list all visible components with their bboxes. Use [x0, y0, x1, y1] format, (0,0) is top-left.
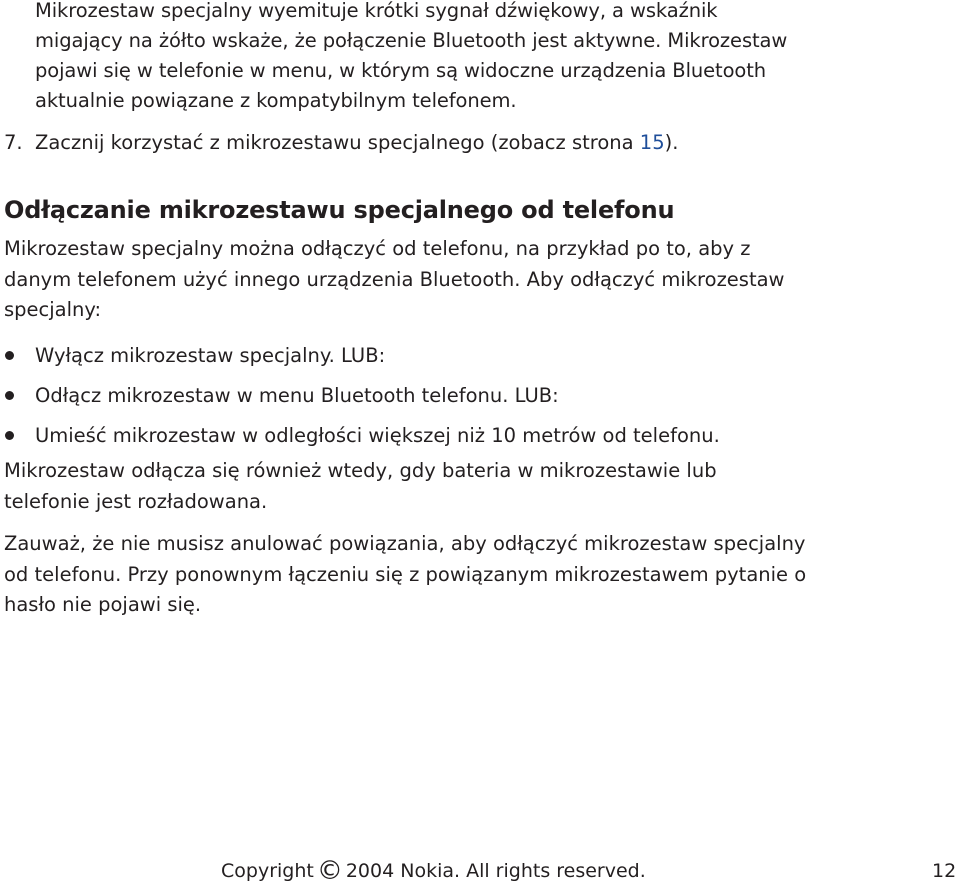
paragraph-line: od telefonu. Przy ponownym łączeniu się z powiązanym mikrozestawem pytanie o	[4, 562, 807, 586]
copyright-icon: ©	[316, 856, 343, 886]
bullet-list	[4, 336, 934, 456]
intro-line: migający na żółto wskaże, że połączenie Bluetooth jest aktywne. Mikrozestaw	[35, 29, 788, 52]
intro-line: pojawi się w telefonie w menu, w którym są widoczne urządzenia Bluetooth	[35, 59, 767, 82]
paragraph-line: Mikrozestaw odłącza się również wtedy, gdy bateria w mikrozestawie lub	[4, 459, 717, 482]
section-paragraph-2	[4, 456, 934, 517]
paragraph-line: danym telefonem użyć innego urządzenia Bluetooth. Aby odłączyć mikrozestaw	[4, 267, 785, 291]
paragraph-line: hasło nie pojawi się.	[4, 593, 202, 616]
list-item-text: Wyłącz mikrozestaw specjalny. LUB:	[35, 344, 386, 367]
list-item	[4, 416, 934, 456]
paragraph-line: Mikrozestaw specjalny można odłączyć od telefonu, na przykład po to, aby z	[4, 237, 751, 260]
step-7	[4, 128, 924, 158]
paragraph-line: telefonie jest rozładowana.	[4, 489, 268, 513]
copyright-text: 2004 Nokia. All rights reserved.	[345, 860, 646, 882]
intro-paragraph	[35, 0, 935, 116]
paragraph-line: specjalny:	[4, 298, 102, 321]
list-item	[4, 376, 934, 416]
page-number: 12	[932, 860, 957, 882]
step-number: 7.	[4, 131, 23, 154]
section-heading: Odłączanie mikrozestawu specjalnego od telefonu	[4, 196, 675, 224]
bullet-icon	[5, 391, 14, 400]
step-text-end: ).	[664, 131, 679, 154]
section-paragraph-3	[4, 529, 934, 621]
intro-line: aktualnie powiązane z kompatybilnym telefonem.	[35, 89, 517, 112]
step-text: Zacznij korzystać z mikrozestawu specjalnego (zobacz strona	[35, 131, 640, 154]
list-item	[4, 336, 934, 376]
paragraph-line: Zauważ, że nie musisz anulować powiązania, aby odłączyć mikrozestaw specjalny	[4, 532, 806, 555]
bullet-icon	[5, 351, 14, 360]
page-reference-link[interactable]: 15	[639, 131, 665, 154]
list-item-text: Odłącz mikrozestaw w menu Bluetooth telefonu. LUB:	[35, 384, 559, 407]
section-paragraph-1	[4, 234, 934, 326]
copyright-prefix: Copyright	[221, 860, 314, 882]
bullet-icon	[5, 431, 14, 440]
copyright-notice	[221, 856, 646, 886]
page-footer	[0, 856, 960, 886]
list-item-text: Umieść mikrozestaw w odległości większej niż 10 metrów od telefonu.	[35, 424, 720, 447]
intro-line: Mikrozestaw specjalny wyemituje krótki sygnał dźwiękowy, a wskaźnik	[35, 0, 718, 22]
